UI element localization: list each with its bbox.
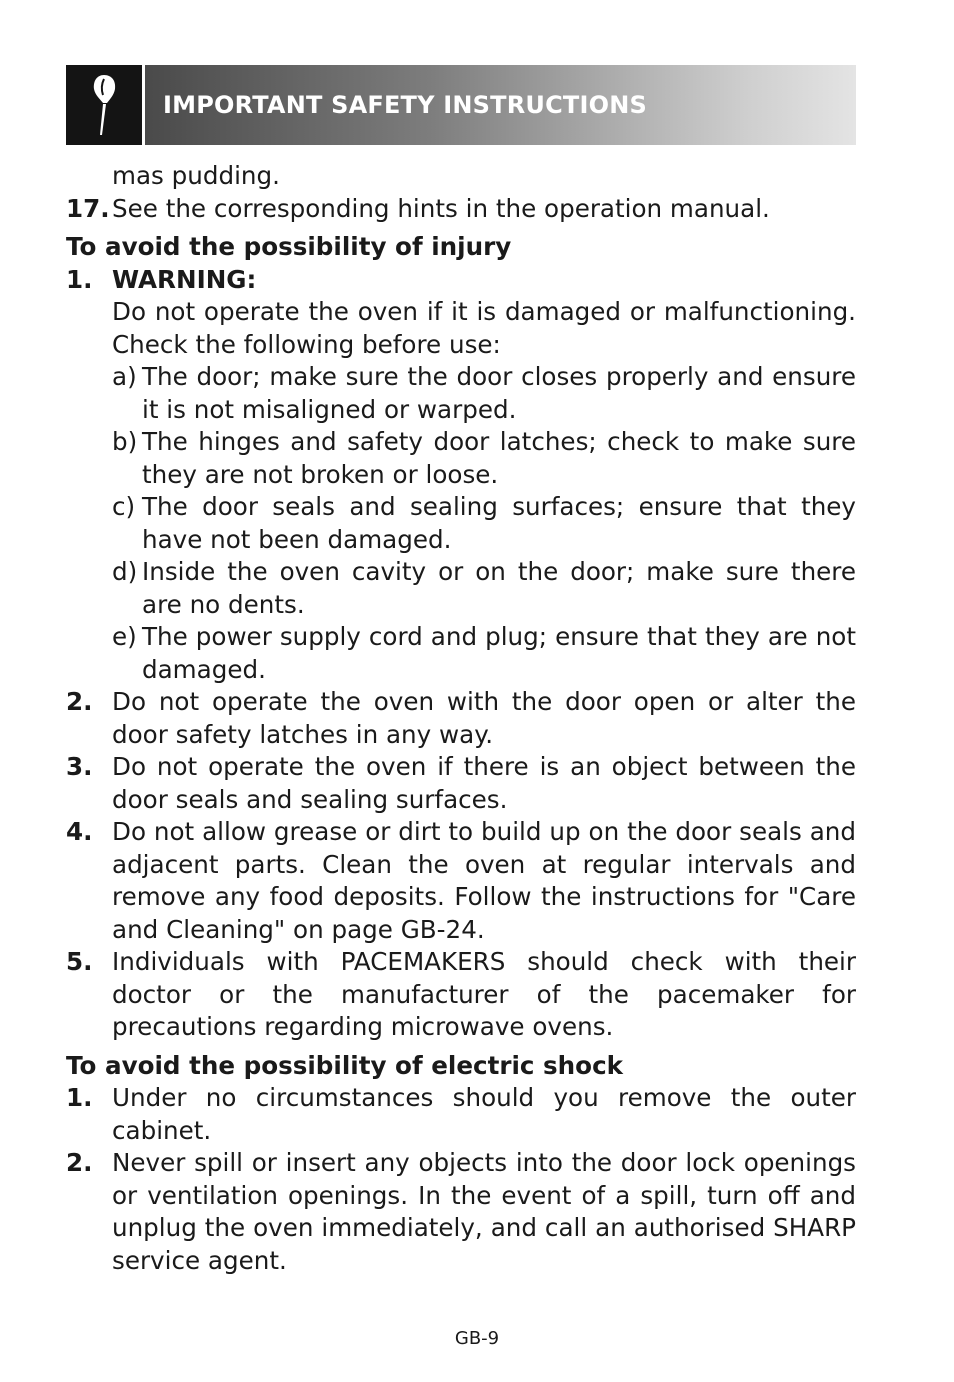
header-icon-box [66, 65, 142, 145]
warning-label: WARNING: [112, 264, 257, 294]
item-number: 17. [66, 193, 110, 223]
check-item-c [66, 491, 856, 556]
check-letter: e) [112, 622, 137, 651]
list-item-17 [66, 193, 856, 226]
item-number: 5. [66, 947, 93, 976]
injury-item-1 [66, 264, 856, 297]
check-item-a [66, 361, 856, 426]
item-number: 3. [66, 752, 93, 781]
header-band [145, 65, 856, 145]
item-number: 4. [66, 817, 93, 846]
item-text: Do not operate the oven with the door open or alter the door safety latches in any way. [112, 687, 856, 749]
injury-heading: To avoid the possibility of injury [66, 232, 512, 261]
item-text: Never spill or insert any objects into the door lock openings or ventilation openings. In the event of a spill, turn off and unplug the oven immediately, and call an authorised SHARP service agent. [112, 1148, 856, 1275]
item-text: Do not allow grease or dirt to build up on the door seals and adjacent parts. Clean the oven at regular intervals and remove any food deposits. Follow the instructions for "Care and Cleaning" on page GB-24. [112, 817, 856, 944]
injury-item-5 [66, 946, 856, 1044]
check-letter: b) [112, 427, 138, 456]
check-letter: d) [112, 557, 138, 586]
shock-item-1 [66, 1082, 856, 1147]
check-text: Inside the oven cavity or on the door; make sure there are no dents. [142, 557, 856, 619]
item-number: 1. [66, 264, 93, 294]
item-text: Individuals with PACEMAKERS should check with their doctor or the manufacturer of the pacemaker for precautions regarding microwave ovens. [112, 947, 856, 1041]
header-title: IMPORTANT SAFETY INSTRUCTIONS [163, 91, 647, 119]
check-item-b [66, 426, 856, 491]
check-letter: c) [112, 492, 136, 521]
check-text: The door seals and sealing surfaces; ensure that they have not been damaged. [142, 492, 856, 554]
check-item-e [66, 621, 856, 686]
warning-text: Do not operate the oven if it is damaged or malfunctioning. Check the following before use: [112, 297, 856, 359]
check-item-d [66, 556, 856, 621]
check-text: The power supply cord and plug; ensure that they are not damaged. [142, 622, 856, 684]
check-text: The hinges and safety door latches; check to make sure they are not broken or loose. [142, 427, 856, 489]
item-number: 2. [66, 687, 93, 716]
item-text: Do not operate the oven if there is an object between the door seals and sealing surfaces. [112, 752, 856, 814]
shock-heading: To avoid the possibility of electric shock [66, 1050, 624, 1080]
shock-item-2 [66, 1147, 856, 1277]
item-number: 1. [66, 1083, 93, 1112]
injury-item-2 [66, 686, 856, 751]
item-number: 2. [66, 1148, 93, 1177]
instructions-body [66, 160, 856, 1277]
pen-nib-icon [90, 73, 118, 137]
item-text: Under no circumstances should you remove the outer cabinet. [112, 1083, 856, 1145]
injury-item-4 [66, 816, 856, 946]
injury-item-3 [66, 751, 856, 816]
check-text: The door; make sure the door closes properly and ensure it is not misaligned or warped. [142, 362, 856, 424]
page-number: GB-9 [454, 1328, 500, 1349]
check-letter: a) [112, 362, 137, 391]
section-header [66, 65, 856, 145]
continuation-text: mas pudding. [112, 161, 280, 190]
item-text: See the corresponding hints in the operation manual. [112, 193, 770, 223]
